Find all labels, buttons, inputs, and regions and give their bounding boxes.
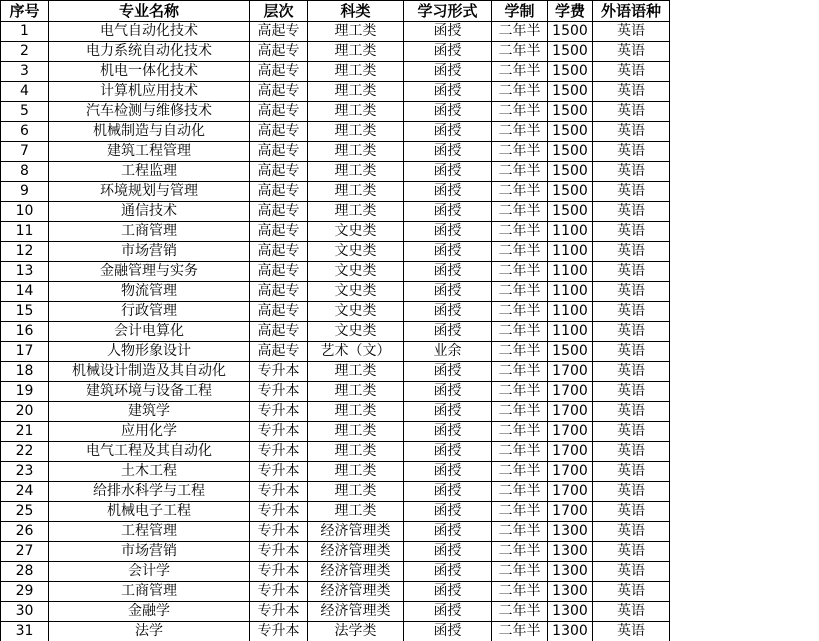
table-row xyxy=(1,542,670,562)
col-duration-cell: 二年半 xyxy=(492,162,548,182)
col-study-form-cell: 函授 xyxy=(404,402,492,422)
col-tuition-header: 学费 xyxy=(548,1,593,22)
col-duration-cell: 二年半 xyxy=(492,222,548,242)
col-number-cell: 22 xyxy=(1,442,49,462)
col-study-form-cell: 函授 xyxy=(404,542,492,562)
col-level-cell: 高起专 xyxy=(250,182,308,202)
col-category-cell: 理工类 xyxy=(308,462,404,482)
col-tuition-cell: 1700 xyxy=(548,502,593,522)
table-row xyxy=(1,362,670,382)
col-tuition-cell: 1500 xyxy=(548,142,593,162)
col-tuition-cell: 1100 xyxy=(548,302,593,322)
table-row xyxy=(1,282,670,302)
col-major-name-cell: 给排水科学与工程 xyxy=(49,482,250,502)
table-row xyxy=(1,482,670,502)
table-row xyxy=(1,502,670,522)
col-major-name-cell: 物流管理 xyxy=(49,282,250,302)
table-body xyxy=(1,22,670,641)
col-tuition-cell: 1700 xyxy=(548,402,593,422)
col-number-cell: 1 xyxy=(1,22,49,42)
col-tuition-cell: 1500 xyxy=(548,22,593,42)
col-language-cell: 英语 xyxy=(593,382,670,402)
col-language-cell: 英语 xyxy=(593,302,670,322)
col-level-cell: 高起专 xyxy=(250,282,308,302)
col-study-form-cell: 函授 xyxy=(404,562,492,582)
col-study-form-cell: 函授 xyxy=(404,182,492,202)
col-tuition-cell: 1100 xyxy=(548,322,593,342)
col-duration-cell: 二年半 xyxy=(492,502,548,522)
col-number-cell: 3 xyxy=(1,62,49,82)
col-duration-cell: 二年半 xyxy=(492,42,548,62)
col-duration-cell: 二年半 xyxy=(492,362,548,382)
col-tuition-cell: 1300 xyxy=(548,582,593,602)
col-category-cell: 理工类 xyxy=(308,162,404,182)
table-row xyxy=(1,622,670,641)
col-study-form-cell: 函授 xyxy=(404,362,492,382)
col-category-cell: 文史类 xyxy=(308,322,404,342)
col-category-cell: 经济管理类 xyxy=(308,522,404,542)
col-study-form-cell: 函授 xyxy=(404,202,492,222)
col-level-header: 层次 xyxy=(250,1,308,22)
col-level-cell: 高起专 xyxy=(250,162,308,182)
col-major-name-cell: 人物形象设计 xyxy=(49,342,250,362)
col-tuition-cell: 1500 xyxy=(548,182,593,202)
col-study-form-cell: 函授 xyxy=(404,382,492,402)
col-category-cell: 文史类 xyxy=(308,282,404,302)
col-number-cell: 23 xyxy=(1,462,49,482)
col-number-cell: 31 xyxy=(1,622,49,641)
col-number-cell: 7 xyxy=(1,142,49,162)
col-major-name-cell: 机械制造与自动化 xyxy=(49,122,250,142)
col-study-form-cell: 函授 xyxy=(404,62,492,82)
col-category-cell: 理工类 xyxy=(308,402,404,422)
col-level-cell: 专升本 xyxy=(250,482,308,502)
table-row xyxy=(1,102,670,122)
col-tuition-cell: 1300 xyxy=(548,542,593,562)
col-major-name-cell: 机械设计制造及其自动化 xyxy=(49,362,250,382)
col-level-cell: 专升本 xyxy=(250,602,308,622)
col-duration-cell: 二年半 xyxy=(492,322,548,342)
col-study-form-cell: 函授 xyxy=(404,122,492,142)
col-language-cell: 英语 xyxy=(593,242,670,262)
col-language-cell: 英语 xyxy=(593,602,670,622)
col-major-name-cell: 工商管理 xyxy=(49,222,250,242)
col-language-cell: 英语 xyxy=(593,582,670,602)
col-duration-cell: 二年半 xyxy=(492,242,548,262)
col-level-cell: 专升本 xyxy=(250,422,308,442)
col-major-name-cell: 电力系统自动化技术 xyxy=(49,42,250,62)
table-row xyxy=(1,142,670,162)
col-level-cell: 专升本 xyxy=(250,622,308,641)
col-duration-cell: 二年半 xyxy=(492,482,548,502)
col-language-cell: 英语 xyxy=(593,202,670,222)
col-tuition-cell: 1300 xyxy=(548,562,593,582)
col-level-cell: 专升本 xyxy=(250,562,308,582)
col-language-cell: 英语 xyxy=(593,162,670,182)
col-level-cell: 高起专 xyxy=(250,342,308,362)
col-level-cell: 专升本 xyxy=(250,402,308,422)
col-study-form-cell: 业余 xyxy=(404,342,492,362)
col-level-cell: 高起专 xyxy=(250,22,308,42)
col-tuition-cell: 1500 xyxy=(548,102,593,122)
col-level-cell: 高起专 xyxy=(250,102,308,122)
col-study-form-header: 学习形式 xyxy=(404,1,492,22)
col-number-cell: 17 xyxy=(1,342,49,362)
col-language-cell: 英语 xyxy=(593,402,670,422)
col-tuition-cell: 1700 xyxy=(548,482,593,502)
col-number-cell: 20 xyxy=(1,402,49,422)
col-duration-cell: 二年半 xyxy=(492,602,548,622)
col-study-form-cell: 函授 xyxy=(404,302,492,322)
col-major-name-cell: 法学 xyxy=(49,622,250,641)
col-duration-cell: 二年半 xyxy=(492,622,548,641)
col-category-cell: 理工类 xyxy=(308,42,404,62)
col-major-name-cell: 金融管理与实务 xyxy=(49,262,250,282)
col-category-cell: 理工类 xyxy=(308,182,404,202)
col-study-form-cell: 函授 xyxy=(404,462,492,482)
col-number-cell: 4 xyxy=(1,82,49,102)
col-category-header: 科类 xyxy=(308,1,404,22)
col-level-cell: 专升本 xyxy=(250,362,308,382)
col-major-name-cell: 机械电子工程 xyxy=(49,502,250,522)
col-tuition-cell: 1500 xyxy=(548,82,593,102)
col-duration-cell: 二年半 xyxy=(492,442,548,462)
table-row xyxy=(1,62,670,82)
col-study-form-cell: 函授 xyxy=(404,102,492,122)
table-row xyxy=(1,122,670,142)
col-level-cell: 高起专 xyxy=(250,302,308,322)
col-category-cell: 经济管理类 xyxy=(308,582,404,602)
table-row xyxy=(1,242,670,262)
col-tuition-cell: 1500 xyxy=(548,202,593,222)
col-tuition-cell: 1300 xyxy=(548,602,593,622)
col-level-cell: 专升本 xyxy=(250,582,308,602)
col-tuition-cell: 1500 xyxy=(548,122,593,142)
col-major-name-cell: 市场营销 xyxy=(49,242,250,262)
col-level-cell: 高起专 xyxy=(250,222,308,242)
col-number-cell: 9 xyxy=(1,182,49,202)
table-row xyxy=(1,22,670,42)
table-row xyxy=(1,382,670,402)
col-category-cell: 文史类 xyxy=(308,302,404,322)
col-tuition-cell: 1300 xyxy=(548,622,593,641)
col-duration-cell: 二年半 xyxy=(492,122,548,142)
col-duration-cell: 二年半 xyxy=(492,542,548,562)
col-major-name-cell: 环境规划与管理 xyxy=(49,182,250,202)
col-language-cell: 英语 xyxy=(593,82,670,102)
col-language-cell: 英语 xyxy=(593,522,670,542)
col-number-cell: 12 xyxy=(1,242,49,262)
col-tuition-cell: 1300 xyxy=(548,522,593,542)
col-language-cell: 英语 xyxy=(593,102,670,122)
col-number-cell: 16 xyxy=(1,322,49,342)
col-language-cell: 英语 xyxy=(593,122,670,142)
col-language-cell: 英语 xyxy=(593,42,670,62)
col-language-cell: 英语 xyxy=(593,622,670,641)
col-duration-cell: 二年半 xyxy=(492,522,548,542)
col-category-cell: 理工类 xyxy=(308,82,404,102)
table-row xyxy=(1,342,670,362)
col-number-cell: 21 xyxy=(1,422,49,442)
col-language-cell: 英语 xyxy=(593,462,670,482)
col-category-cell: 经济管理类 xyxy=(308,542,404,562)
col-study-form-cell: 函授 xyxy=(404,222,492,242)
col-major-name-cell: 土木工程 xyxy=(49,462,250,482)
col-language-cell: 英语 xyxy=(593,542,670,562)
col-language-cell: 英语 xyxy=(593,282,670,302)
col-language-cell: 英语 xyxy=(593,362,670,382)
col-major-name-cell: 机电一体化技术 xyxy=(49,62,250,82)
col-level-cell: 高起专 xyxy=(250,142,308,162)
col-level-cell: 专升本 xyxy=(250,382,308,402)
col-number-cell: 24 xyxy=(1,482,49,502)
col-major-name-cell: 工程监理 xyxy=(49,162,250,182)
col-duration-cell: 二年半 xyxy=(492,582,548,602)
col-study-form-cell: 函授 xyxy=(404,242,492,262)
col-number-cell: 14 xyxy=(1,282,49,302)
col-duration-cell: 二年半 xyxy=(492,62,548,82)
col-duration-cell: 二年半 xyxy=(492,402,548,422)
col-study-form-cell: 函授 xyxy=(404,162,492,182)
col-number-cell: 8 xyxy=(1,162,49,182)
table-row xyxy=(1,42,670,62)
col-study-form-cell: 函授 xyxy=(404,282,492,302)
col-category-cell: 理工类 xyxy=(308,122,404,142)
col-duration-header: 学制 xyxy=(492,1,548,22)
col-duration-cell: 二年半 xyxy=(492,202,548,222)
table-row xyxy=(1,222,670,242)
col-category-cell: 经济管理类 xyxy=(308,602,404,622)
col-number-cell: 2 xyxy=(1,42,49,62)
table-row xyxy=(1,422,670,442)
col-study-form-cell: 函授 xyxy=(404,262,492,282)
col-language-cell: 英语 xyxy=(593,182,670,202)
col-duration-cell: 二年半 xyxy=(492,102,548,122)
col-number-cell: 6 xyxy=(1,122,49,142)
col-study-form-cell: 函授 xyxy=(404,42,492,62)
col-language-cell: 英语 xyxy=(593,422,670,442)
table-row xyxy=(1,582,670,602)
col-category-cell: 理工类 xyxy=(308,422,404,442)
table-row xyxy=(1,462,670,482)
table-row xyxy=(1,302,670,322)
col-major-name-cell: 通信技术 xyxy=(49,202,250,222)
col-major-name-cell: 会计学 xyxy=(49,562,250,582)
col-category-cell: 文史类 xyxy=(308,222,404,242)
col-duration-cell: 二年半 xyxy=(492,82,548,102)
col-number-cell: 29 xyxy=(1,582,49,602)
col-study-form-cell: 函授 xyxy=(404,622,492,641)
table-row xyxy=(1,402,670,422)
col-category-cell: 理工类 xyxy=(308,502,404,522)
col-duration-cell: 二年半 xyxy=(492,142,548,162)
col-duration-cell: 二年半 xyxy=(492,342,548,362)
col-number-cell: 18 xyxy=(1,362,49,382)
col-duration-cell: 二年半 xyxy=(492,462,548,482)
col-language-cell: 英语 xyxy=(593,62,670,82)
col-category-cell: 艺术（文） xyxy=(308,342,404,362)
col-number-cell: 15 xyxy=(1,302,49,322)
col-study-form-cell: 函授 xyxy=(404,482,492,502)
table-row xyxy=(1,202,670,222)
col-tuition-cell: 1500 xyxy=(548,62,593,82)
col-number-cell: 27 xyxy=(1,542,49,562)
col-study-form-cell: 函授 xyxy=(404,442,492,462)
col-category-cell: 文史类 xyxy=(308,242,404,262)
col-study-form-cell: 函授 xyxy=(404,22,492,42)
col-language-cell: 英语 xyxy=(593,142,670,162)
table-row xyxy=(1,82,670,102)
col-category-cell: 文史类 xyxy=(308,262,404,282)
col-level-cell: 高起专 xyxy=(250,322,308,342)
table-header-row xyxy=(1,1,670,22)
col-major-name-cell: 计算机应用技术 xyxy=(49,82,250,102)
col-tuition-cell: 1700 xyxy=(548,462,593,482)
col-tuition-cell: 1500 xyxy=(548,342,593,362)
col-level-cell: 专升本 xyxy=(250,462,308,482)
col-number-cell: 11 xyxy=(1,222,49,242)
col-level-cell: 专升本 xyxy=(250,502,308,522)
table-row xyxy=(1,182,670,202)
table-row xyxy=(1,322,670,342)
col-tuition-cell: 1700 xyxy=(548,442,593,462)
col-tuition-cell: 1100 xyxy=(548,242,593,262)
col-tuition-cell: 1700 xyxy=(548,422,593,442)
col-major-name-cell: 电气自动化技术 xyxy=(49,22,250,42)
col-level-cell: 高起专 xyxy=(250,262,308,282)
col-language-cell: 英语 xyxy=(593,262,670,282)
col-language-cell: 英语 xyxy=(593,482,670,502)
col-number-cell: 5 xyxy=(1,102,49,122)
col-study-form-cell: 函授 xyxy=(404,322,492,342)
col-level-cell: 高起专 xyxy=(250,202,308,222)
col-category-cell: 理工类 xyxy=(308,442,404,462)
col-duration-cell: 二年半 xyxy=(492,382,548,402)
col-tuition-cell: 1100 xyxy=(548,262,593,282)
col-number-cell: 30 xyxy=(1,602,49,622)
col-tuition-cell: 1100 xyxy=(548,222,593,242)
col-major-name-cell: 建筑学 xyxy=(49,402,250,422)
col-duration-cell: 二年半 xyxy=(492,282,548,302)
col-language-header: 外语语种 xyxy=(593,1,670,22)
col-major-name-cell: 建筑环境与设备工程 xyxy=(49,382,250,402)
table-row xyxy=(1,162,670,182)
col-study-form-cell: 函授 xyxy=(404,522,492,542)
col-study-form-cell: 函授 xyxy=(404,422,492,442)
col-major-name-cell: 会计电算化 xyxy=(49,322,250,342)
col-major-name-cell: 工程管理 xyxy=(49,522,250,542)
col-language-cell: 英语 xyxy=(593,502,670,522)
col-major-name-cell: 行政管理 xyxy=(49,302,250,322)
col-tuition-cell: 1700 xyxy=(548,362,593,382)
col-study-form-cell: 函授 xyxy=(404,502,492,522)
col-major-name-cell: 工商管理 xyxy=(49,582,250,602)
col-language-cell: 英语 xyxy=(593,222,670,242)
col-category-cell: 法学类 xyxy=(308,622,404,641)
col-category-cell: 理工类 xyxy=(308,202,404,222)
col-category-cell: 理工类 xyxy=(308,22,404,42)
col-duration-cell: 二年半 xyxy=(492,562,548,582)
col-number-cell: 13 xyxy=(1,262,49,282)
table-row xyxy=(1,262,670,282)
col-tuition-cell: 1500 xyxy=(548,162,593,182)
col-major-name-cell: 应用化学 xyxy=(49,422,250,442)
col-level-cell: 专升本 xyxy=(250,542,308,562)
col-category-cell: 理工类 xyxy=(308,362,404,382)
col-major-name-header: 专业名称 xyxy=(49,1,250,22)
col-major-name-cell: 市场营销 xyxy=(49,542,250,562)
col-major-name-cell: 建筑工程管理 xyxy=(49,142,250,162)
col-language-cell: 英语 xyxy=(593,342,670,362)
col-level-cell: 专升本 xyxy=(250,442,308,462)
col-category-cell: 理工类 xyxy=(308,142,404,162)
col-level-cell: 高起专 xyxy=(250,42,308,62)
col-language-cell: 英语 xyxy=(593,322,670,342)
col-category-cell: 理工类 xyxy=(308,62,404,82)
col-level-cell: 高起专 xyxy=(250,242,308,262)
col-language-cell: 英语 xyxy=(593,562,670,582)
col-study-form-cell: 函授 xyxy=(404,142,492,162)
col-number-cell: 19 xyxy=(1,382,49,402)
col-language-cell: 英语 xyxy=(593,442,670,462)
col-category-cell: 理工类 xyxy=(308,482,404,502)
col-number-cell: 25 xyxy=(1,502,49,522)
col-duration-cell: 二年半 xyxy=(492,182,548,202)
col-duration-cell: 二年半 xyxy=(492,422,548,442)
col-study-form-cell: 函授 xyxy=(404,82,492,102)
col-major-name-cell: 电气工程及其自动化 xyxy=(49,442,250,462)
col-number-cell: 10 xyxy=(1,202,49,222)
col-level-cell: 高起专 xyxy=(250,82,308,102)
col-study-form-cell: 函授 xyxy=(404,602,492,622)
col-category-cell: 理工类 xyxy=(308,382,404,402)
col-level-cell: 高起专 xyxy=(250,62,308,82)
col-tuition-cell: 1100 xyxy=(548,282,593,302)
col-number-cell: 28 xyxy=(1,562,49,582)
table-row xyxy=(1,562,670,582)
col-major-name-cell: 汽车检测与维修技术 xyxy=(49,102,250,122)
col-language-cell: 英语 xyxy=(593,22,670,42)
col-number-header: 序号 xyxy=(1,1,49,22)
col-study-form-cell: 函授 xyxy=(404,582,492,602)
col-level-cell: 高起专 xyxy=(250,122,308,142)
col-number-cell: 26 xyxy=(1,522,49,542)
col-level-cell: 专升本 xyxy=(250,522,308,542)
col-duration-cell: 二年半 xyxy=(492,302,548,322)
col-category-cell: 经济管理类 xyxy=(308,562,404,582)
table-row xyxy=(1,522,670,542)
col-category-cell: 理工类 xyxy=(308,102,404,122)
col-tuition-cell: 1700 xyxy=(548,382,593,402)
col-duration-cell: 二年半 xyxy=(492,262,548,282)
table-row xyxy=(1,442,670,462)
table-row xyxy=(1,602,670,622)
col-tuition-cell: 1500 xyxy=(548,42,593,62)
col-duration-cell: 二年半 xyxy=(492,22,548,42)
col-major-name-cell: 金融学 xyxy=(49,602,250,622)
